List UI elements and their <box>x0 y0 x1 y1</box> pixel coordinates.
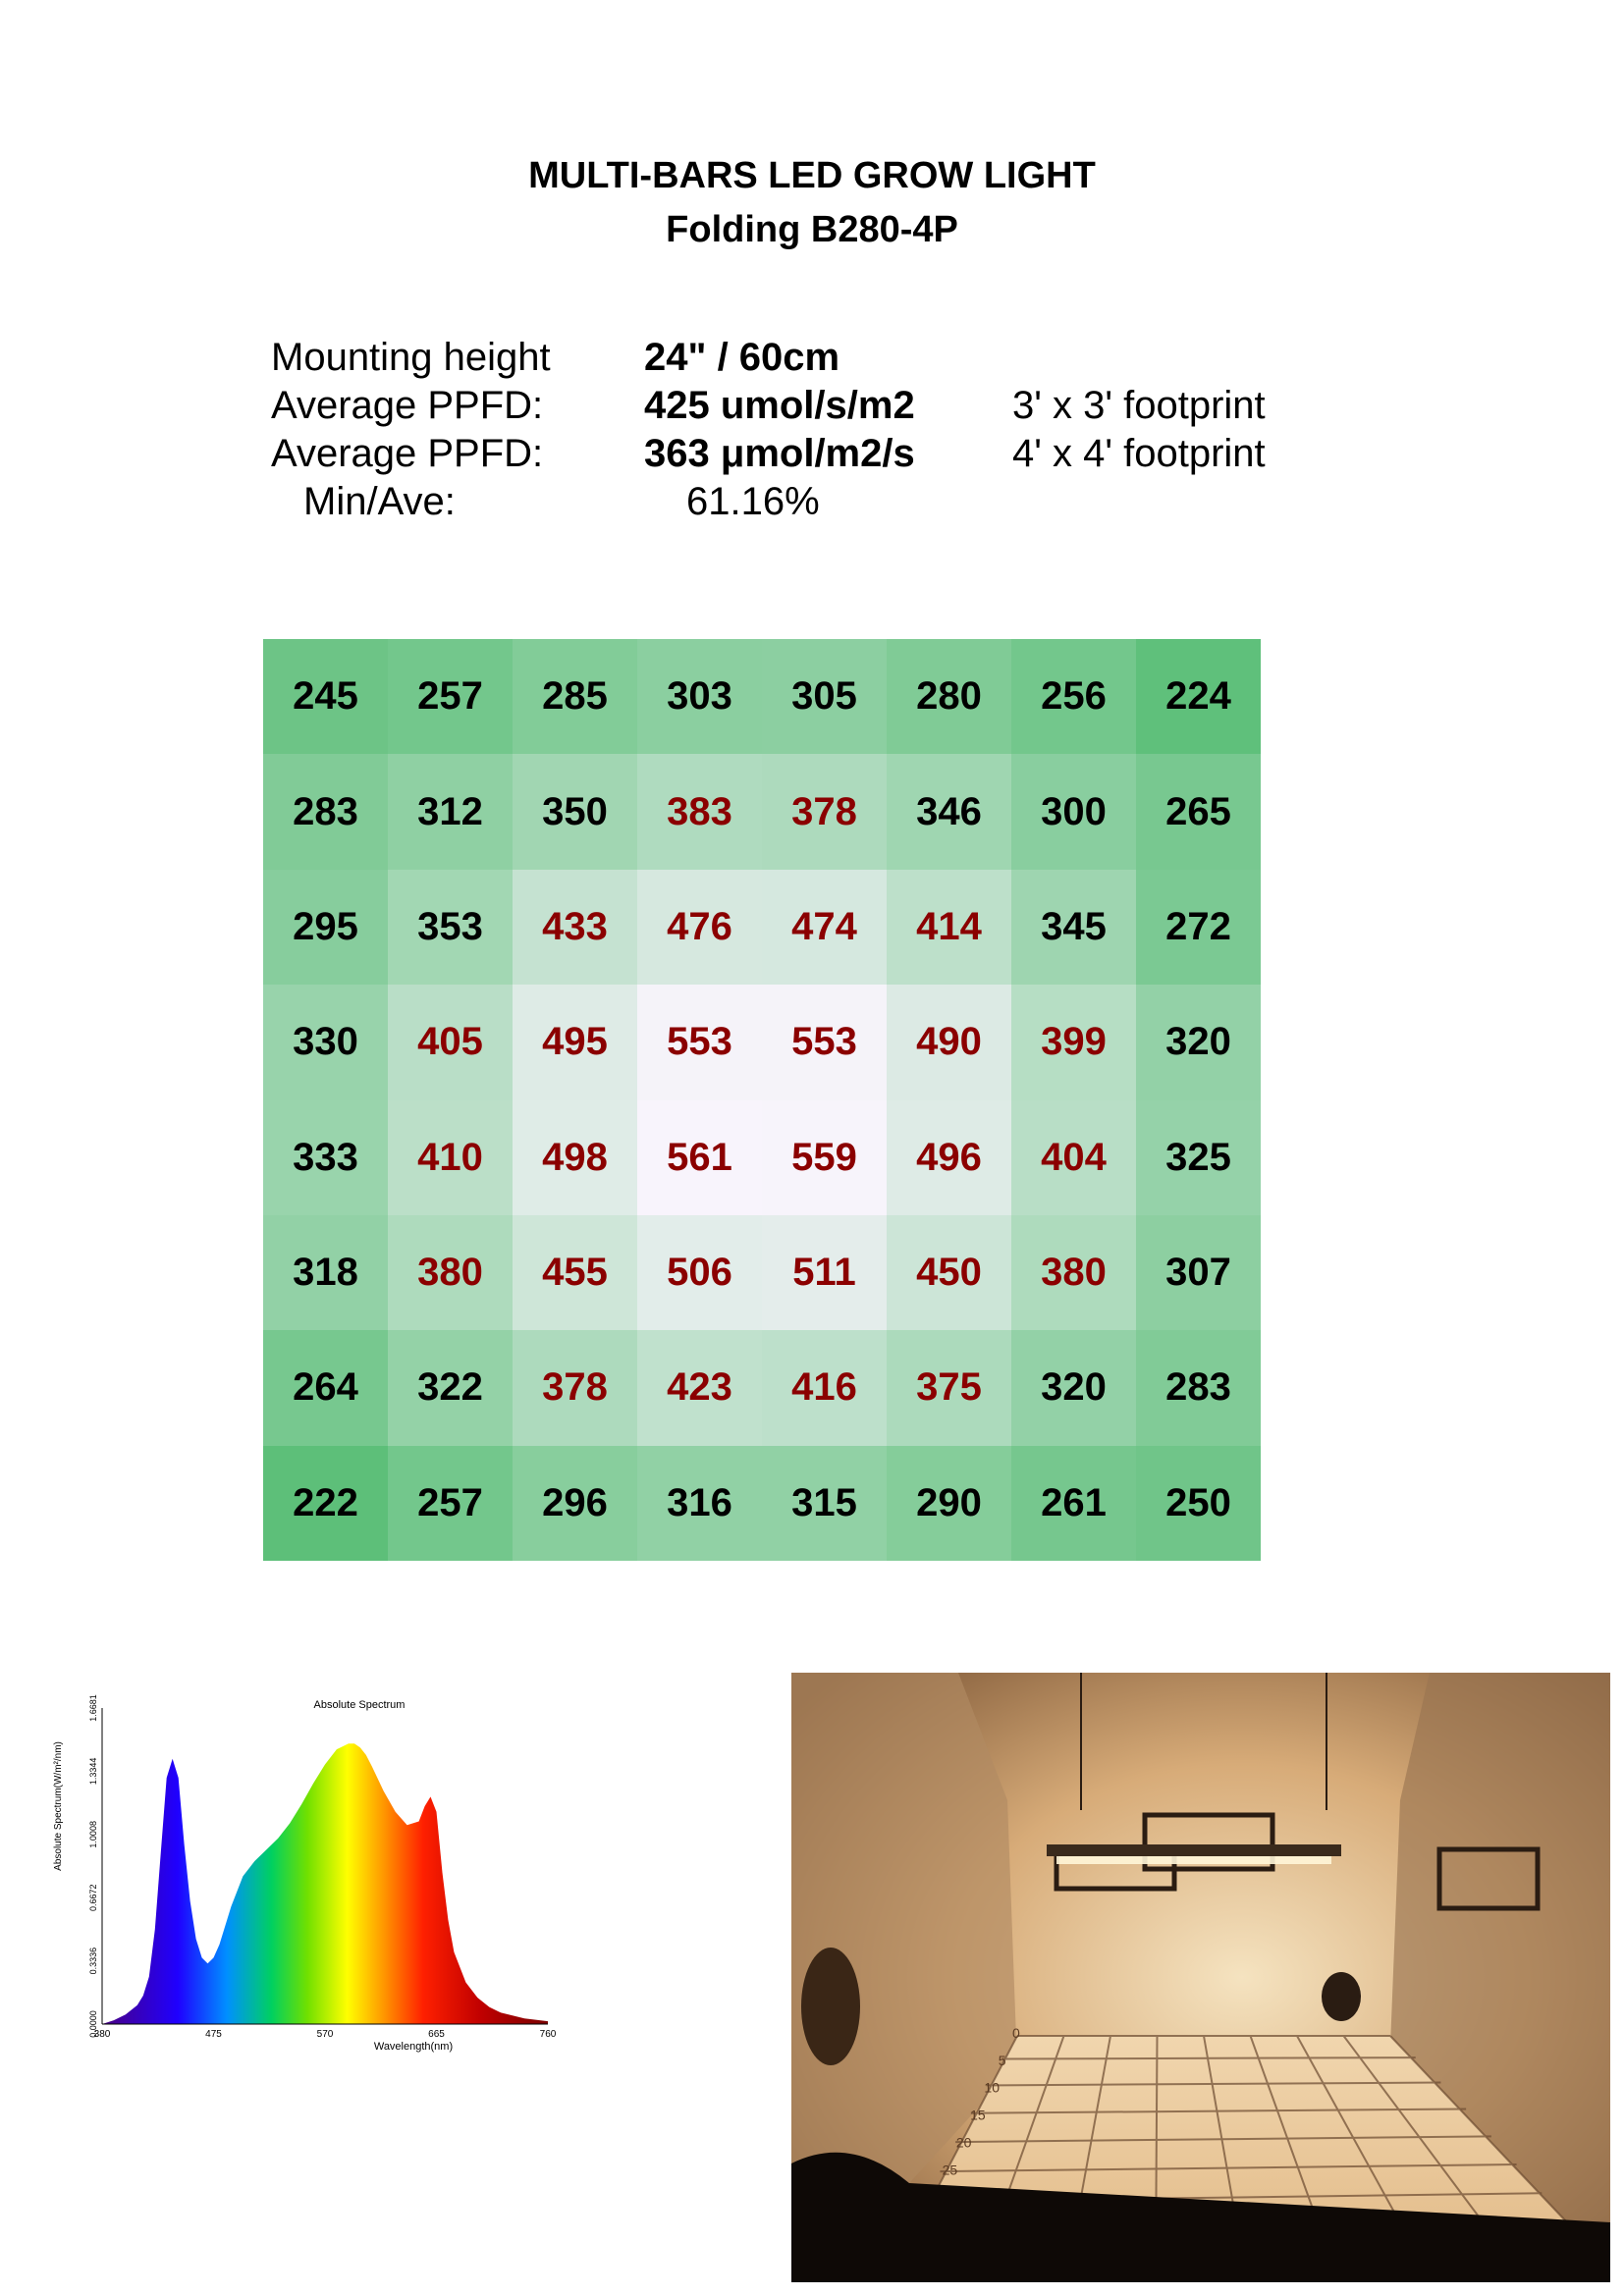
ppfd-3x3-footprint: 3' x 3' footprint <box>1012 384 1266 427</box>
ppfd-cell: 283 <box>263 754 388 869</box>
ppfd-cell: 257 <box>388 1446 513 1561</box>
ppfd-cell: 315 <box>762 1446 887 1561</box>
spectrum-area <box>102 1743 548 2024</box>
mounting-label: Mounting height <box>271 336 551 379</box>
ppfd-cell: 272 <box>1136 870 1261 985</box>
ppfd-cell: 474 <box>762 870 887 985</box>
ppfd-cell: 295 <box>263 870 388 985</box>
ppfd-cell: 375 <box>887 1330 1011 1445</box>
ppfd-cell: 222 <box>263 1446 388 1561</box>
ppfd-3x3-value: 425 umol/s/m2 <box>644 384 915 427</box>
ppfd-cell: 320 <box>1136 985 1261 1099</box>
ppfd-cell: 553 <box>637 985 762 1099</box>
ppfd-3x3-label: Average PPFD: <box>271 384 544 427</box>
floor-grid-label: 15 <box>970 2107 986 2123</box>
x-tick-label: 570 <box>316 2029 334 2040</box>
ppfd-cell: 561 <box>637 1100 762 1215</box>
ppfd-cell: 410 <box>388 1100 513 1215</box>
ppfd-cell: 346 <box>887 754 1011 869</box>
ppfd-cell: 300 <box>1011 754 1136 869</box>
ppfd-cell: 511 <box>762 1215 887 1330</box>
ppfd-cell: 318 <box>263 1215 388 1330</box>
ppfd-cell: 333 <box>263 1100 388 1215</box>
ppfd-cell: 307 <box>1136 1215 1261 1330</box>
ppfd-cell: 476 <box>637 870 762 985</box>
ppfd-cell: 353 <box>388 870 513 985</box>
ppfd-cell: 280 <box>887 639 1011 754</box>
ppfd-cell: 261 <box>1011 1446 1136 1561</box>
ppfd-cell: 330 <box>263 985 388 1099</box>
ppfd-cell: 325 <box>1136 1100 1261 1215</box>
min-ave-value: 61.16% <box>686 480 820 523</box>
led-light-glow <box>1056 1856 1331 1864</box>
x-tick-label: 665 <box>428 2029 445 2040</box>
ppfd-cell: 320 <box>1011 1330 1136 1445</box>
ppfd-cell: 490 <box>887 985 1011 1099</box>
chart-y-axis-label: Absolute Spectrum(W/m²/nm) <box>53 1741 64 1871</box>
ppfd-cell: 224 <box>1136 639 1261 754</box>
ppfd-cell: 380 <box>1011 1215 1136 1330</box>
x-tick-label: 760 <box>539 2029 557 2040</box>
ppfd-cell: 496 <box>887 1100 1011 1215</box>
chart-title: Absolute Spectrum <box>313 1699 406 1711</box>
min-ave-label: Min/Ave: <box>303 480 456 523</box>
ppfd-cell: 498 <box>513 1100 637 1215</box>
ppfd-cell: 404 <box>1011 1100 1136 1215</box>
ppfd-cell: 559 <box>762 1100 887 1215</box>
ppfd-cell: 405 <box>388 985 513 1099</box>
ppfd-cell: 380 <box>388 1215 513 1330</box>
mounting-value: 24" / 60cm <box>644 336 840 379</box>
ppfd-cell: 290 <box>887 1446 1011 1561</box>
ppfd-cell: 345 <box>1011 870 1136 985</box>
x-tick-label: 475 <box>205 2029 222 2040</box>
grow-tent-photo <box>791 1673 1610 2282</box>
floor-grid-label: 20 <box>955 2134 972 2151</box>
led-light-bar <box>1047 1844 1341 1856</box>
ppfd-cell: 305 <box>762 639 887 754</box>
ppfd-cell: 264 <box>263 1330 388 1445</box>
ppfd-cell: 383 <box>637 754 762 869</box>
ppfd-cell: 506 <box>637 1215 762 1330</box>
y-tick-label: 1.0008 <box>88 1821 98 1848</box>
ppfd-cell: 399 <box>1011 985 1136 1099</box>
ppfd-4x4-footprint: 4' x 4' footprint <box>1012 432 1266 475</box>
ppfd-cell: 350 <box>513 754 637 869</box>
ppfd-cell: 250 <box>1136 1446 1261 1561</box>
ppfd-cell: 455 <box>513 1215 637 1330</box>
y-tick-label: 0.6672 <box>88 1884 98 1911</box>
floor-grid-line <box>1001 2057 1415 2058</box>
ppfd-cell: 256 <box>1011 639 1136 754</box>
ppfd-cell: 285 <box>513 639 637 754</box>
y-tick-label: 1.3344 <box>88 1757 98 1786</box>
ppfd-4x4-value: 363 μmol/m2/s <box>644 432 915 475</box>
page-title: MULTI-BARS LED GROW LIGHT <box>528 155 1096 196</box>
ppfd-cell: 265 <box>1136 754 1261 869</box>
ppfd-cell: 423 <box>637 1330 762 1445</box>
page-subtitle: Folding B280-4P <box>666 209 958 250</box>
floor-grid-label: 10 <box>984 2079 1001 2096</box>
ppfd-cell: 378 <box>762 754 887 869</box>
ppfd-cell: 495 <box>513 985 637 1099</box>
tent-vent-left <box>801 1948 860 2065</box>
y-tick-label: 0.0000 <box>88 2010 98 2038</box>
chart-x-axis-label: Wavelength(nm) <box>373 2041 454 2053</box>
ppfd-cell: 296 <box>513 1446 637 1561</box>
ppfd-cell: 450 <box>887 1215 1011 1330</box>
ppfd-cell: 257 <box>388 639 513 754</box>
ppfd-cell: 316 <box>637 1446 762 1561</box>
floor-grid-label: 5 <box>998 2052 1006 2068</box>
ppfd-4x4-label: Average PPFD: <box>271 432 544 475</box>
ppfd-cell: 283 <box>1136 1330 1261 1445</box>
spectrum-chart <box>49 1669 766 2061</box>
ppfd-cell: 553 <box>762 985 887 1099</box>
floor-grid-label: 25 <box>942 2162 958 2178</box>
y-tick-label: 0.3336 <box>88 1947 98 1975</box>
ppfd-heatmap-grid <box>263 639 1261 1561</box>
ppfd-cell: 433 <box>513 870 637 985</box>
x-tick-label: 380 <box>93 2029 111 2040</box>
floor-grid-label: 0 <box>1012 2025 1020 2041</box>
ppfd-cell: 322 <box>388 1330 513 1445</box>
y-tick-label: 1.6681 <box>88 1694 98 1722</box>
ppfd-cell: 245 <box>263 639 388 754</box>
ppfd-cell: 303 <box>637 639 762 754</box>
ppfd-cell: 416 <box>762 1330 887 1445</box>
ppfd-cell: 378 <box>513 1330 637 1445</box>
tent-vent-right <box>1322 1972 1361 2021</box>
ppfd-cell: 414 <box>887 870 1011 985</box>
ppfd-cell: 312 <box>388 754 513 869</box>
